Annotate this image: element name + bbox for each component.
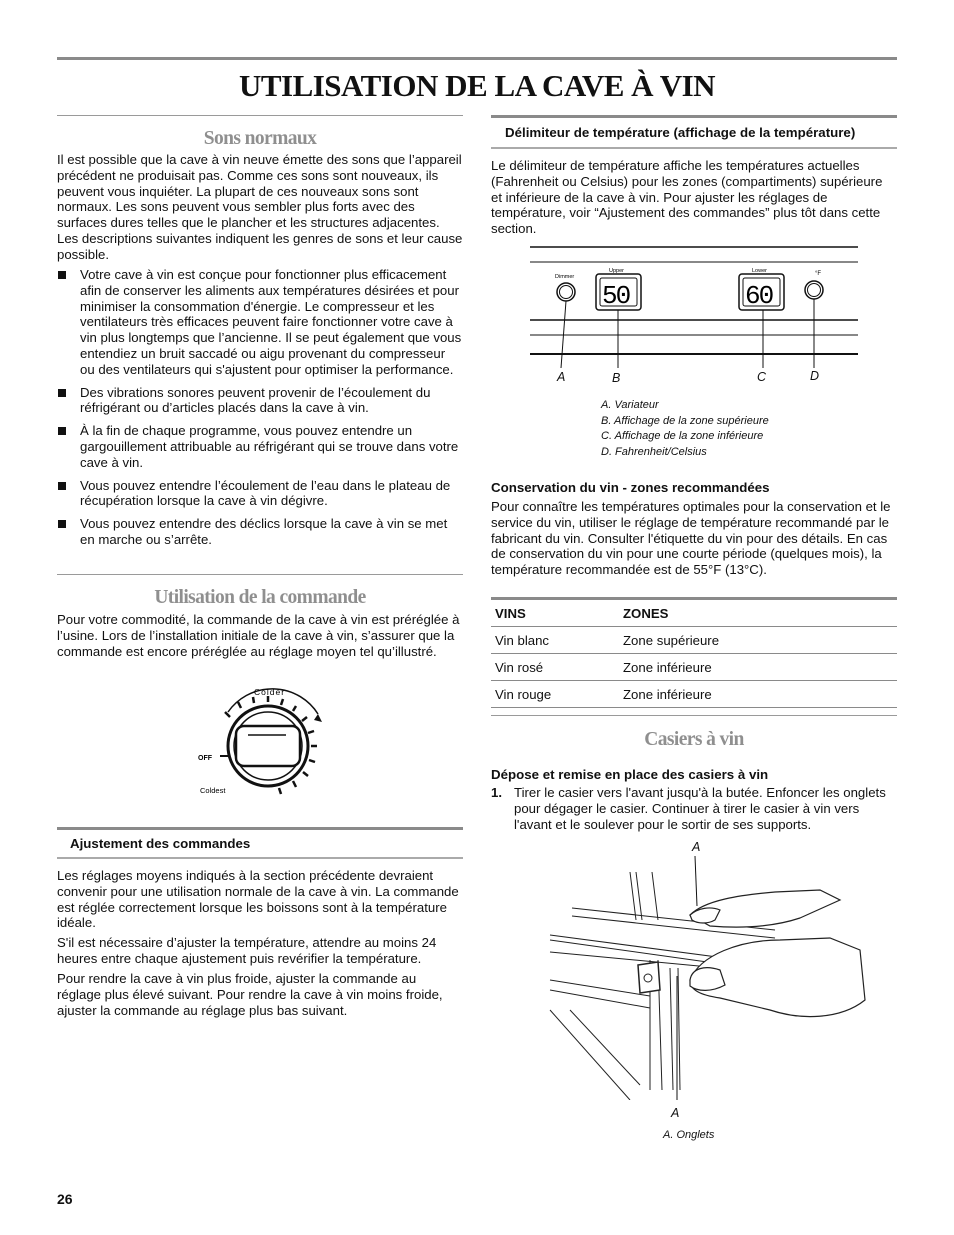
control-dial-illustration	[190, 680, 340, 805]
callout-label-d: D	[810, 369, 820, 383]
panel-captions	[601, 398, 769, 460]
colder-arrow-head	[314, 714, 322, 722]
sons-normaux-intro: Il est possible que la cave à vin neuve émette des sons que l’appareil précédent ne produisait pas. Comme ces sons sont nouveaux, ils peuvent vous inquiéter. La plupart de ces nouveaux sons sont normaux. Les sons peuvent vous sembler plus forts avec des surfaces dures telles que le plancher et les structures adjacentes. Les descriptions suivantes indiquent les genres de sons et leur cause possible.	[57, 152, 463, 262]
table-cell: Vin rosé	[491, 654, 619, 681]
caption-a: A. Variateur	[601, 399, 659, 411]
sons-normaux-heading: Sons normaux	[203, 128, 317, 149]
casiers-step-text: Tirer le casier vers l'avant jusqu'à la butée. Enfoncer les onglets pour dégager le casier. Continuer à tirer le casier à vin vers l'avant et le soulever pour le sortir de ses supports.	[514, 785, 886, 832]
callout-label-c: C	[757, 370, 767, 384]
table-row	[491, 681, 897, 708]
dial-coldest-label: Coldest	[200, 786, 226, 795]
casiers-heading: Casiers à vin	[644, 729, 744, 750]
caption-d: D. Fahrenheit/Celsius	[601, 445, 707, 458]
rack-tab	[638, 962, 660, 993]
ajustement-bottom-rule	[57, 857, 463, 859]
panel-upper-label: Upper	[609, 268, 624, 274]
list-item: Des vibrations sonores peuvent provenir de l’écoulement du réfrigérant ou d’articles placés dans la cave à vin.	[57, 385, 463, 417]
ajustement-paragraph-3: Pour rendre la cave à vin plus froide, ajuster la commande au réglage plus élevé suivant. Pour rendre la cave à vin moins froide, ajuster la commande au réglage plus bas suivant.	[57, 971, 443, 1018]
delimiteur-heading: Délimiteur de température (affichage de la température)	[505, 125, 856, 140]
dial-knob-grip	[236, 726, 300, 766]
panel-fc-label: °F	[815, 271, 822, 277]
sons-normaux-rule	[57, 115, 463, 116]
leader-line-top-a	[695, 856, 697, 906]
list-item: Vous pouvez entendre des déclics lorsque la cave à vin se met en marche ou s’arrête.	[57, 516, 463, 548]
list-item: À la fin de chaque programme, vous pouvez entendre un gargouillement attribuable au réfrigérant qui se trouve dans votre cave à vin.	[57, 423, 463, 470]
top-rule	[57, 57, 897, 60]
ajustement-paragraph-1: Les réglages moyens indiqués à la section précédente devraient convenir pour une utilisation normale de la cave à vin. La commande est réglée correctement lorsque les boissons sont à la température idéale.	[57, 868, 459, 931]
table-cell: Vin rouge	[491, 681, 619, 708]
ajustement-paragraph-2: S'il est nécessaire d’ajuster la température, attendre au moins 24 heures entre chaque ajustement puis revérifier la température.	[57, 935, 437, 966]
sons-normaux-bullets	[57, 267, 463, 555]
panel-lower-label: Lower	[752, 268, 767, 274]
casiers-step-number: 1.	[491, 785, 502, 800]
table-header-zones: ZONES	[619, 600, 897, 627]
wine-rack-illustration	[540, 840, 885, 1100]
page-number: 26	[57, 1191, 73, 1207]
table-cell: Zone inférieure	[619, 654, 897, 681]
caption-c: C. Affichage de la zone inférieure	[601, 430, 764, 442]
table-row	[491, 654, 897, 681]
table-bottom-rule	[491, 715, 897, 716]
delimiteur-intro: Le délimiteur de température affiche les températures actuelles (Fahrenheit ou Celsius) pour les zones (compartiments) supérieure et inférieure de la cave à vin. Pour ajuster les réglages de température, voir “Ajustement des commandes” plus tôt dans cette section.	[491, 158, 883, 237]
wine-zones-table	[491, 600, 897, 708]
temperature-panel-illustration	[520, 240, 865, 390]
list-item: Votre cave à vin est conçue pour fonctionner plus efficacement afin de conserver les aliments aux températures désirées et pour minimiser la consommation d'énergie. Le compresseur et les ventilateurs très efficaces peuvent faire fonctionner votre cave à vin plus longtemps que l’ancienne. Il se peut également que vous entendiez un bruit saccadé ou aigu provenant du compresseur ou des ventilateurs qui s'ajustent pour optimiser la performance.	[57, 267, 463, 378]
delimiteur-bottom-rule	[491, 147, 897, 149]
utilisation-commande-intro: Pour votre commodité, la commande de la cave à vin est préréglée à l’usine. Lors de l’installation initiale de la cave à vin, s’assurer que la commande est encore préréglée au réglage moyen tel qu’illustré.	[57, 612, 460, 659]
conservation-text: Pour connaître les températures optimales pour la conservation et le service du vin, utiliser le réglage de température recommandé par le fabricant du vin. Consulter l'étiquette du vin pour des détails. En cas de conservation du vin pour une courte période (quelques mois), la température recommandée est de 55°F (13°C).	[491, 499, 891, 578]
table-cell: Zone inférieure	[619, 681, 897, 708]
table-cell: Vin blanc	[491, 627, 619, 654]
upper-display-value: 50	[602, 281, 630, 311]
conservation-heading: Conservation du vin - zones recommandées	[491, 480, 770, 495]
table-row	[491, 627, 897, 654]
callout-label-a: A	[557, 370, 566, 384]
callout-label-b: B	[612, 371, 621, 385]
delimiteur-top-rule	[491, 115, 897, 118]
rack-label-bottom-a: A	[671, 1106, 680, 1120]
lower-hand-thumb	[690, 968, 725, 991]
rack-label-top-a: A	[692, 840, 701, 854]
list-item: Vous pouvez entendre l’écoulement de l’eau dans le plateau de récupération lorsque la cave à vin dégivre.	[57, 478, 463, 510]
dial-colder-label: Colder	[254, 687, 286, 697]
page-title: UTILISATION DE LA CAVE À VIN	[238, 68, 716, 103]
dial-off-label: OFF	[198, 755, 212, 762]
ajustement-top-rule	[57, 827, 463, 830]
rack-caption: A. Onglets	[663, 1129, 715, 1141]
caption-b: B. Affichage de la zone supérieure	[601, 414, 769, 427]
table-header-row	[491, 600, 897, 627]
lower-display-value: 60	[745, 281, 773, 311]
table-cell: Zone supérieure	[619, 627, 897, 654]
casiers-subheading: Dépose et remise en place des casiers à vin	[491, 767, 769, 782]
panel-dimmer-label: Dimmer	[555, 274, 575, 280]
ajustement-heading: Ajustement des commandes	[70, 836, 251, 851]
table-header-vins: VINS	[491, 600, 619, 627]
utilisation-commande-heading: Utilisation de la commande	[154, 587, 366, 608]
utilisation-commande-rule	[57, 574, 463, 575]
